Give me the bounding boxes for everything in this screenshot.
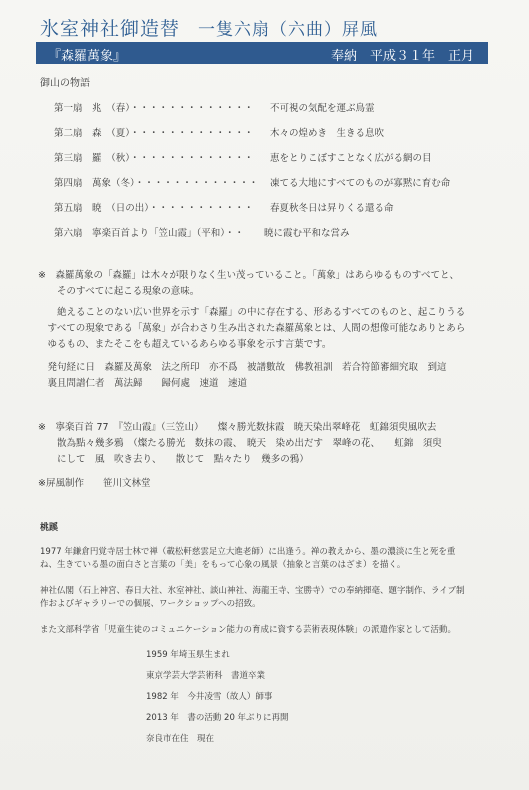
bio-line: 1977 年鎌倉円覚寺居士林で禅（載松軒慈雲足立大進老師）に出逢う。禅の教えから、墨の濃淡に生と死を重 — [40, 547, 456, 557]
note-line: 絶えることのない広い世界を示す「森羅」の中に存在する、形あるすべてのものと、起こりうる — [38, 307, 466, 318]
poem-line: ※ 寧楽百首 77 『笠山霞』（三笠山） 燦々勝光数抹霞 暁天染出翠峰花 虹錦須臾風吹去 — [38, 422, 437, 433]
title-subtitle: 一隻六扇（六曲）屏風 — [198, 20, 379, 40]
note-line: ゆるもの、またそこをも超えているあらゆる事象を示す言葉です。 — [38, 339, 332, 350]
panel-row — [54, 225, 350, 239]
bio-line: 神社仏閣（石上神宮、春日大社、氷室神社、談山神社、海龍王寺、宝勝寺）での奉納揮毫、題字制作、ライブ制 — [40, 586, 465, 596]
panel-description: 恵をとりこぼすことなく広がる網の目 — [270, 153, 432, 164]
title-banner — [36, 42, 488, 64]
panel-row — [54, 200, 394, 214]
timeline-item: 1959 年埼玉県生まれ — [146, 650, 230, 660]
note-line: すべての現象である「萬象」が合わさり生み出された森羅萬象とは、人間の想像可能なありとあら — [38, 323, 466, 334]
panel-label: 第五扇 暁 （日の出）・・・・・・・・・・・ — [54, 203, 254, 214]
poem-line: にして 風 吹き去り、 散じて 點々たり 幾多の鴉） — [38, 454, 309, 465]
banner-work-title: 『森羅萬象』 — [48, 49, 127, 64]
page-title — [40, 14, 378, 41]
poem-line: 散為點々幾多鴉 （燦たる勝光 数抹の霞、 暁天 染め出だす 翠峰の花、 虹錦 須臾 — [38, 438, 442, 449]
panel-description: 木々の煌めき 生きる息吹 — [270, 128, 385, 139]
panel-row — [54, 100, 375, 114]
panel-label: 第六扇 寧楽百首より「笠山霞」（平和）・・ — [54, 228, 245, 239]
panel-label: 第一扇 兆 （春）・・・・・・・・・・・・・ — [54, 103, 254, 114]
bio-line: また文部科学省「児童生徒のコミュニケーション能力の育成に資する芸術表現体験」の派遣作家として活動。 — [40, 625, 456, 635]
panel-row — [54, 175, 451, 189]
panel-label: 第四扇 萬象（冬）・・・・・・・・・・・・・ — [54, 178, 259, 189]
note-line: 裏且問譜仁者 萬法歸 歸何處 速道 速道 — [38, 378, 248, 389]
panel-row — [54, 150, 432, 164]
credit-line: ※屏風制作 笹川文林堂 — [38, 478, 151, 489]
bio-line: ね、生きている墨の面白さと言葉の「美」をもって心象の風景（抽象と言葉のはざま）を描く。 — [40, 560, 406, 570]
artist-name: 桃蹊 — [40, 523, 59, 533]
panel-description: 不可視の気配を運ぶ鳥霊 — [270, 103, 375, 114]
timeline-item: 東京学芸大学芸術科 書道卒業 — [146, 671, 266, 681]
bio-line: 作およびギャラリーでの個展、ワークショップへの招致。 — [40, 599, 261, 609]
panel-label: 第三扇 羅 （秋）・・・・・・・・・・・・・ — [54, 153, 254, 164]
banner-offering: 奉納 平成３１年 正月 — [330, 49, 474, 64]
timeline-item: 奈良市在住 現在 — [146, 734, 215, 744]
note-line: そのすべてに起こる現象の意味。 — [38, 286, 200, 297]
panel-row — [54, 125, 385, 139]
title-main: 氷室神社御造替 — [40, 18, 181, 40]
panel-description: 春夏秋冬日は昇りくる還る命 — [270, 203, 394, 214]
panel-label: 第二扇 森 （夏）・・・・・・・・・・・・・ — [54, 128, 254, 139]
panel-description: 凍てる大地にすべてのものが寡黙に育む命 — [270, 178, 451, 189]
note-line: ※ 森羅萬象の「森羅」は木々が限りなく生い茂っていること。「萬象」はあらゆるものすべてと、 — [38, 270, 460, 281]
note-line: 発句経に日 森羅及萬象 法之所印 亦不爲 被譜數故 佛教祖訓 若合符節審細究取 到這 — [38, 362, 447, 373]
panel-description: 暁に霞む平和な営み — [264, 228, 350, 239]
timeline-item: 2013 年 書の活動 20 年ぶりに再開 — [146, 713, 289, 723]
section-heading: 御山の物語 — [40, 78, 90, 89]
timeline-item: 1982 年 今井凌雪（故人）師事 — [146, 692, 273, 702]
